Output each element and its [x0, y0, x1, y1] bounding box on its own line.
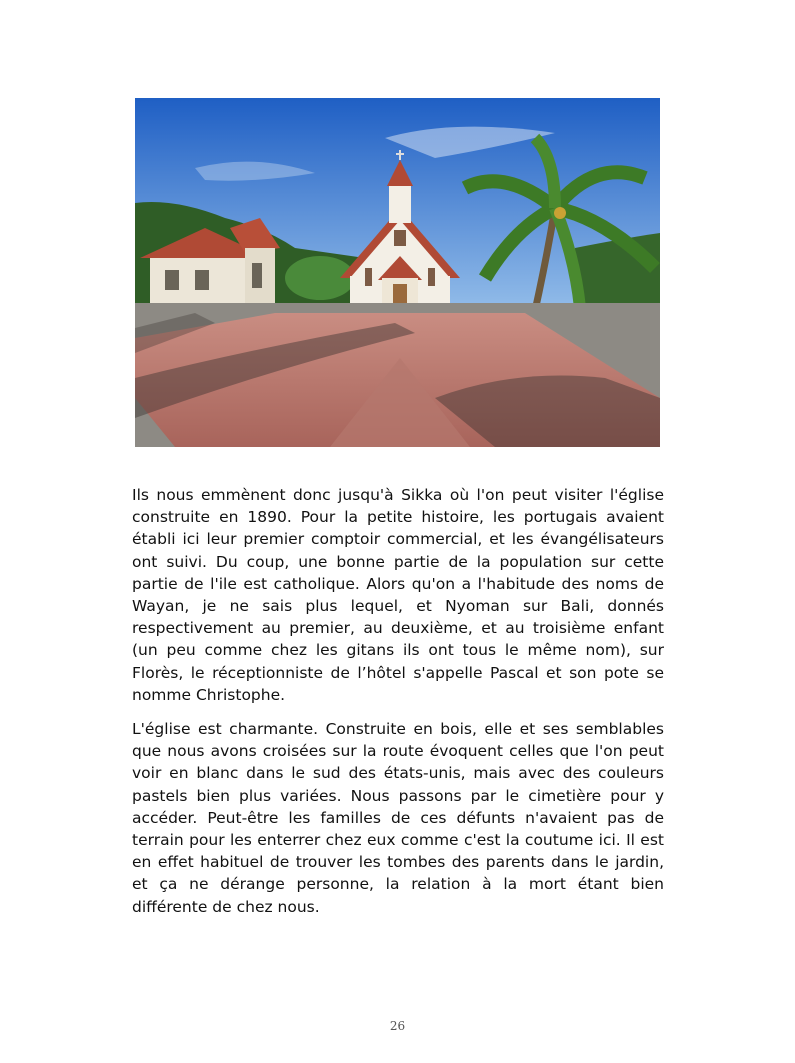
page-number: 26	[389, 1019, 406, 1033]
body-text	[132, 484, 664, 930]
paragraph: Ils nous emmènent donc jusqu'à Sikka où l'on peut visiter l'église construite en 1890. Pour la petite histoire, les portugais avaient établi ici leur premier comptoir commercial, et les évangélisateurs ont suivi. Du coup, une bonne partie de la population sur cette partie de l'ile est catholique. Alors qu'on a l'habitude des noms de Wayan, je ne sais plus lequel, et Nyoman sur Bali, donnés respectivement au premier, au deuxième, et au troisième enfant (un peu comme chez les gitans ils ont tous le même nom), sur Florès, le réceptionniste de l’hôtel s'appelle Pascal et son pote se nomme Christophe.	[132, 486, 664, 704]
paragraph: L'église est charmante. Construite en bois, elle et ses semblables que nous avons croisées sur la route évoquent celles que l'on peut voir en blanc dans le sud des états-unis, mais avec des couleurs pastels bien plus variées. Nous passons par le cimetière pour y accéder. Peut-être les familles de ces défunts n'avaient pas de terrain pour les enterrer chez eux comme c'est la coutume ici. Il est en effet habituel de trouver les tombes des parents dans le jardin, et ça ne dérange personne, la relation à la mort étant bien différente de chez nous.	[132, 720, 664, 916]
church-photo	[135, 98, 660, 447]
church-photo-illustration	[135, 98, 660, 447]
